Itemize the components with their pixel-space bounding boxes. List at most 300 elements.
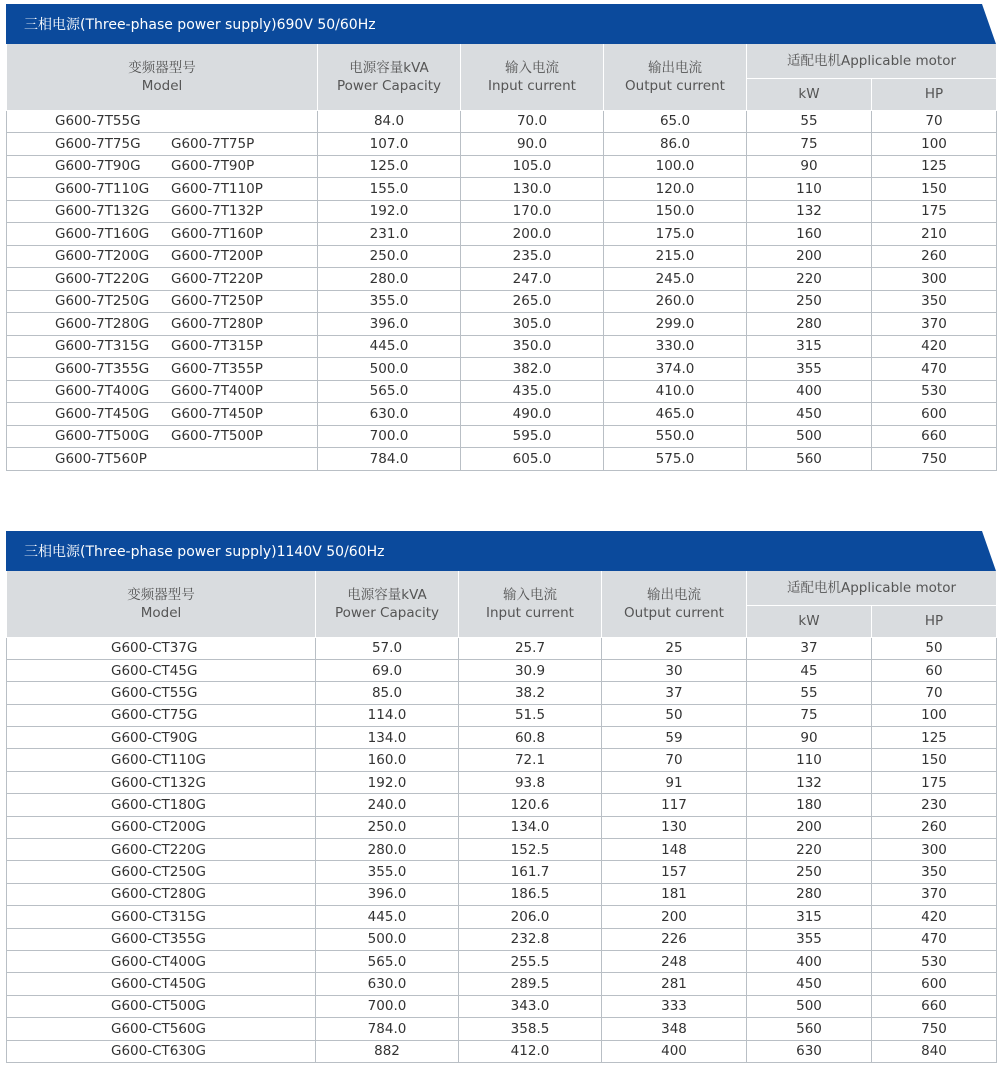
power-capacity-cell: 500.0 xyxy=(316,928,459,950)
table-row xyxy=(7,245,997,268)
output-current-cell: 65.0 xyxy=(604,110,747,133)
model-p: G600-7T75P xyxy=(171,135,255,152)
input-current-cell: 490.0 xyxy=(461,403,604,426)
model-p: G600-7T280P xyxy=(171,315,263,332)
model-g: G600-7T280G xyxy=(55,315,150,332)
model-g: G600-7T450G xyxy=(55,405,150,422)
power-capacity-cell: 107.0 xyxy=(318,133,461,156)
output-current-cell: 400 xyxy=(602,1040,747,1062)
model-g: G600-7T400G xyxy=(55,383,150,400)
input-current-cell: 134.0 xyxy=(459,816,602,838)
header-model: 变频器型号 Model xyxy=(7,44,318,110)
input-current-cell: 25.7 xyxy=(459,637,602,659)
motor-hp-cell: 50 xyxy=(872,637,997,659)
output-current-cell: 70 xyxy=(602,749,747,771)
model-p: G600-7T500P xyxy=(171,428,263,445)
header-input-current: 输入电流 Input current xyxy=(459,571,602,637)
motor-hp-cell: 260 xyxy=(872,816,997,838)
power-capacity-cell: 114.0 xyxy=(316,704,459,726)
model-cell xyxy=(7,290,318,313)
motor-hp-cell: 530 xyxy=(872,950,997,972)
input-current-cell: 247.0 xyxy=(461,268,604,291)
motor-hp-cell: 350 xyxy=(872,290,997,313)
output-current-cell: 465.0 xyxy=(604,403,747,426)
table-row xyxy=(7,861,997,883)
header-applicable-motor: 适配电机Applicable motor xyxy=(747,571,997,605)
model-cell xyxy=(7,133,318,156)
output-current-cell: 59 xyxy=(602,727,747,749)
input-current-cell: 412.0 xyxy=(459,1040,602,1062)
header-power-capacity: 电源容量kVA Power Capacity xyxy=(318,44,461,110)
power-capacity-cell: 445.0 xyxy=(316,906,459,928)
power-capacity-cell: 192.0 xyxy=(316,771,459,793)
motor-hp-cell: 100 xyxy=(872,704,997,726)
input-current-cell: 605.0 xyxy=(461,448,604,471)
motor-hp-cell: 600 xyxy=(872,403,997,426)
table-row xyxy=(7,268,997,291)
table-row xyxy=(7,794,997,816)
table-row xyxy=(7,928,997,950)
model-p: G600-7T132P xyxy=(171,203,263,220)
motor-kw-cell: 560 xyxy=(747,1018,872,1040)
input-current-cell: 72.1 xyxy=(459,749,602,771)
output-current-cell: 117 xyxy=(602,794,747,816)
model-cell xyxy=(7,928,316,950)
model-cell xyxy=(7,155,318,178)
table-row xyxy=(7,358,997,381)
model-g: G600-CT250G xyxy=(111,864,207,881)
model-g: G600-7T55G xyxy=(55,113,141,130)
table-row xyxy=(7,335,997,358)
power-capacity-cell: 155.0 xyxy=(318,178,461,201)
motor-hp-cell: 370 xyxy=(872,313,997,336)
motor-kw-cell: 45 xyxy=(747,659,872,681)
power-capacity-cell: 445.0 xyxy=(318,335,461,358)
motor-hp-cell: 70 xyxy=(872,110,997,133)
model-cell xyxy=(7,335,318,358)
motor-hp-cell: 420 xyxy=(872,335,997,358)
motor-kw-cell: 75 xyxy=(747,704,872,726)
input-current-cell: 265.0 xyxy=(461,290,604,313)
spec-table xyxy=(6,44,997,471)
power-capacity-cell: 396.0 xyxy=(316,883,459,905)
power-capacity-cell: 250.0 xyxy=(318,245,461,268)
input-current-cell: 170.0 xyxy=(461,200,604,223)
input-current-cell: 51.5 xyxy=(459,704,602,726)
model-g: G600-CT55G xyxy=(111,684,198,701)
model-cell xyxy=(7,637,316,659)
header-kw: kW xyxy=(747,78,872,110)
table-row xyxy=(7,771,997,793)
power-capacity-cell: 231.0 xyxy=(318,223,461,246)
table-title-banner xyxy=(6,531,996,571)
model-g: G600-7T90G xyxy=(55,158,141,175)
table-row xyxy=(7,110,997,133)
output-current-cell: 410.0 xyxy=(604,380,747,403)
model-cell xyxy=(7,425,318,448)
motor-kw-cell: 315 xyxy=(747,906,872,928)
model-cell xyxy=(7,313,318,336)
header-hp: HP xyxy=(872,605,997,637)
motor-kw-cell: 500 xyxy=(747,425,872,448)
model-p: G600-7T315P xyxy=(171,338,263,355)
power-capacity-cell: 57.0 xyxy=(316,637,459,659)
input-current-cell: 255.5 xyxy=(459,950,602,972)
header-input-current: 输入电流 Input current xyxy=(461,44,604,110)
motor-kw-cell: 55 xyxy=(747,682,872,704)
power-capacity-cell: 240.0 xyxy=(316,794,459,816)
model-cell xyxy=(7,358,318,381)
model-p: G600-7T250P xyxy=(171,293,263,310)
table-row xyxy=(7,1040,997,1062)
model-cell xyxy=(7,1040,316,1062)
model-cell xyxy=(7,816,316,838)
input-current-cell: 93.8 xyxy=(459,771,602,793)
header-power-capacity: 电源容量kVA Power Capacity xyxy=(316,571,459,637)
model-cell xyxy=(7,403,318,426)
motor-hp-cell: 230 xyxy=(872,794,997,816)
model-p: G600-7T200P xyxy=(171,248,263,265)
input-current-cell: 343.0 xyxy=(459,995,602,1017)
output-current-cell: 215.0 xyxy=(604,245,747,268)
model-p: G600-7T450P xyxy=(171,405,263,422)
model-g: G600-CT45G xyxy=(111,662,198,679)
model-cell xyxy=(7,659,316,681)
model-g: G600-CT37G xyxy=(111,640,198,657)
motor-kw-cell: 400 xyxy=(747,950,872,972)
motor-kw-cell: 110 xyxy=(747,178,872,201)
table-row xyxy=(7,659,997,681)
table-row xyxy=(7,380,997,403)
output-current-cell: 299.0 xyxy=(604,313,747,336)
power-capacity-cell: 84.0 xyxy=(318,110,461,133)
model-cell xyxy=(7,223,318,246)
table-row xyxy=(7,749,997,771)
table-title-banner xyxy=(6,4,996,44)
table-row xyxy=(7,1018,997,1040)
table-title: 三相电源(Three-phase power supply)1140V 50/60Hz xyxy=(24,544,385,560)
motor-hp-cell: 350 xyxy=(872,861,997,883)
model-cell xyxy=(7,448,318,471)
header-output-current: 输出电流 Output current xyxy=(602,571,747,637)
model-p: G600-7T355P xyxy=(171,360,263,377)
header-model: 变频器型号 Model xyxy=(7,571,316,637)
motor-hp-cell: 530 xyxy=(872,380,997,403)
motor-kw-cell: 110 xyxy=(747,749,872,771)
model-cell xyxy=(7,749,316,771)
motor-hp-cell: 300 xyxy=(872,268,997,291)
power-capacity-cell: 630.0 xyxy=(318,403,461,426)
input-current-cell: 70.0 xyxy=(461,110,604,133)
motor-hp-cell: 260 xyxy=(872,245,997,268)
model-g: G600-CT400G xyxy=(111,953,207,970)
power-capacity-cell: 882 xyxy=(316,1040,459,1062)
model-g: G600-7T132G xyxy=(55,203,150,220)
input-current-cell: 232.8 xyxy=(459,928,602,950)
table-row xyxy=(7,704,997,726)
model-g: G600-CT132G xyxy=(111,774,207,791)
motor-hp-cell: 420 xyxy=(872,906,997,928)
model-p: G600-7T400P xyxy=(171,383,263,400)
table-row xyxy=(7,727,997,749)
table-row xyxy=(7,133,997,156)
model-cell xyxy=(7,682,316,704)
model-g: G600-7T315G xyxy=(55,338,150,355)
input-current-cell: 595.0 xyxy=(461,425,604,448)
table-row xyxy=(7,200,997,223)
motor-kw-cell: 55 xyxy=(747,110,872,133)
power-capacity-cell: 134.0 xyxy=(316,727,459,749)
power-capacity-cell: 355.0 xyxy=(318,290,461,313)
output-current-cell: 91 xyxy=(602,771,747,793)
model-cell xyxy=(7,380,318,403)
motor-kw-cell: 200 xyxy=(747,816,872,838)
model-cell xyxy=(7,110,318,133)
motor-kw-cell: 450 xyxy=(747,403,872,426)
motor-kw-cell: 220 xyxy=(747,839,872,861)
motor-hp-cell: 600 xyxy=(872,973,997,995)
model-cell xyxy=(7,973,316,995)
power-capacity-cell: 250.0 xyxy=(316,816,459,838)
input-current-cell: 105.0 xyxy=(461,155,604,178)
model-g: G600-7T160G xyxy=(55,225,150,242)
output-current-cell: 175.0 xyxy=(604,223,747,246)
model-g: G600-CT75G xyxy=(111,707,198,724)
input-current-cell: 186.5 xyxy=(459,883,602,905)
model-cell xyxy=(7,178,318,201)
model-p: G600-7T160P xyxy=(171,225,263,242)
power-capacity-cell: 784.0 xyxy=(316,1018,459,1040)
table-row xyxy=(7,950,997,972)
header-applicable-motor: 适配电机Applicable motor xyxy=(747,44,997,78)
motor-hp-cell: 70 xyxy=(872,682,997,704)
model-g: G600-CT315G xyxy=(111,908,207,925)
model-cell xyxy=(7,771,316,793)
power-capacity-cell: 500.0 xyxy=(318,358,461,381)
motor-kw-cell: 560 xyxy=(747,448,872,471)
table-row xyxy=(7,816,997,838)
output-current-cell: 260.0 xyxy=(604,290,747,313)
model-cell xyxy=(7,839,316,861)
output-current-cell: 150.0 xyxy=(604,200,747,223)
motor-hp-cell: 370 xyxy=(872,883,997,905)
motor-kw-cell: 280 xyxy=(747,313,872,336)
input-current-cell: 235.0 xyxy=(461,245,604,268)
power-capacity-cell: 192.0 xyxy=(318,200,461,223)
output-current-cell: 148 xyxy=(602,839,747,861)
model-g: G600-CT220G xyxy=(111,841,207,858)
power-capacity-cell: 630.0 xyxy=(316,973,459,995)
input-current-cell: 90.0 xyxy=(461,133,604,156)
model-g: G600-CT355G xyxy=(111,931,207,948)
motor-kw-cell: 90 xyxy=(747,727,872,749)
model-g: G600-7T220G xyxy=(55,270,150,287)
model-cell xyxy=(7,200,318,223)
motor-hp-cell: 750 xyxy=(872,448,997,471)
motor-hp-cell: 100 xyxy=(872,133,997,156)
input-current-cell: 120.6 xyxy=(459,794,602,816)
motor-kw-cell: 132 xyxy=(747,200,872,223)
table-row xyxy=(7,403,997,426)
spec-table-1140v xyxy=(6,531,996,1063)
table-row xyxy=(7,155,997,178)
output-current-cell: 50 xyxy=(602,704,747,726)
output-current-cell: 348 xyxy=(602,1018,747,1040)
power-capacity-cell: 280.0 xyxy=(316,839,459,861)
model-cell xyxy=(7,906,316,928)
table-row xyxy=(7,682,997,704)
model-g: G600-CT280G xyxy=(111,886,207,903)
output-current-cell: 37 xyxy=(602,682,747,704)
header-hp: HP xyxy=(872,78,997,110)
model-cell xyxy=(7,861,316,883)
table-row xyxy=(7,637,997,659)
model-cell xyxy=(7,245,318,268)
model-g: G600-CT450G xyxy=(111,976,207,993)
motor-hp-cell: 660 xyxy=(872,995,997,1017)
motor-hp-cell: 300 xyxy=(872,839,997,861)
motor-kw-cell: 180 xyxy=(747,794,872,816)
input-current-cell: 130.0 xyxy=(461,178,604,201)
output-current-cell: 120.0 xyxy=(604,178,747,201)
motor-hp-cell: 470 xyxy=(872,358,997,381)
header-kw: kW xyxy=(747,605,872,637)
model-cell xyxy=(7,704,316,726)
motor-kw-cell: 500 xyxy=(747,995,872,1017)
model-g: G600-CT90G xyxy=(111,729,198,746)
motor-kw-cell: 355 xyxy=(747,358,872,381)
motor-kw-cell: 315 xyxy=(747,335,872,358)
motor-hp-cell: 150 xyxy=(872,178,997,201)
model-g: G600-7T355G xyxy=(55,360,150,377)
model-cell xyxy=(7,995,316,1017)
motor-kw-cell: 75 xyxy=(747,133,872,156)
input-current-cell: 435.0 xyxy=(461,380,604,403)
motor-hp-cell: 660 xyxy=(872,425,997,448)
table-row xyxy=(7,290,997,313)
input-current-cell: 289.5 xyxy=(459,973,602,995)
model-g: G600-7T75G xyxy=(55,135,141,152)
model-g: G600-7T500G xyxy=(55,428,150,445)
header-output-current: 输出电流 Output current xyxy=(604,44,747,110)
output-current-cell: 333 xyxy=(602,995,747,1017)
input-current-cell: 206.0 xyxy=(459,906,602,928)
model-g: G600-CT500G xyxy=(111,998,207,1015)
power-capacity-cell: 565.0 xyxy=(318,380,461,403)
power-capacity-cell: 700.0 xyxy=(316,995,459,1017)
power-capacity-cell: 784.0 xyxy=(318,448,461,471)
output-current-cell: 86.0 xyxy=(604,133,747,156)
motor-hp-cell: 470 xyxy=(872,928,997,950)
power-capacity-cell: 700.0 xyxy=(318,425,461,448)
motor-hp-cell: 150 xyxy=(872,749,997,771)
table-row xyxy=(7,425,997,448)
output-current-cell: 100.0 xyxy=(604,155,747,178)
input-current-cell: 305.0 xyxy=(461,313,604,336)
input-current-cell: 161.7 xyxy=(459,861,602,883)
motor-kw-cell: 280 xyxy=(747,883,872,905)
table-row xyxy=(7,995,997,1017)
input-current-cell: 152.5 xyxy=(459,839,602,861)
table-row xyxy=(7,973,997,995)
power-capacity-cell: 565.0 xyxy=(316,950,459,972)
model-cell xyxy=(7,727,316,749)
output-current-cell: 281 xyxy=(602,973,747,995)
motor-hp-cell: 840 xyxy=(872,1040,997,1062)
motor-kw-cell: 400 xyxy=(747,380,872,403)
input-current-cell: 60.8 xyxy=(459,727,602,749)
table-title: 三相电源(Three-phase power supply)690V 50/60Hz xyxy=(24,17,376,33)
power-capacity-cell: 160.0 xyxy=(316,749,459,771)
spec-table xyxy=(6,571,997,1063)
power-capacity-cell: 69.0 xyxy=(316,659,459,681)
model-g: G600-CT630G xyxy=(111,1043,207,1060)
model-p: G600-7T110P xyxy=(171,180,263,197)
model-p: G600-7T90P xyxy=(171,158,255,175)
motor-kw-cell: 200 xyxy=(747,245,872,268)
motor-hp-cell: 60 xyxy=(872,659,997,681)
output-current-cell: 248 xyxy=(602,950,747,972)
motor-kw-cell: 90 xyxy=(747,155,872,178)
power-capacity-cell: 280.0 xyxy=(318,268,461,291)
power-capacity-cell: 125.0 xyxy=(318,155,461,178)
output-current-cell: 226 xyxy=(602,928,747,950)
model-g: G600-7T110G xyxy=(55,180,150,197)
motor-kw-cell: 160 xyxy=(747,223,872,246)
output-current-cell: 30 xyxy=(602,659,747,681)
motor-kw-cell: 355 xyxy=(747,928,872,950)
input-current-cell: 30.9 xyxy=(459,659,602,681)
input-current-cell: 382.0 xyxy=(461,358,604,381)
output-current-cell: 25 xyxy=(602,637,747,659)
table-row xyxy=(7,313,997,336)
model-cell xyxy=(7,950,316,972)
model-g: G600-7T200G xyxy=(55,248,150,265)
motor-hp-cell: 125 xyxy=(872,727,997,749)
model-g: G600-CT180G xyxy=(111,796,207,813)
power-capacity-cell: 396.0 xyxy=(318,313,461,336)
output-current-cell: 550.0 xyxy=(604,425,747,448)
output-current-cell: 130 xyxy=(602,816,747,838)
model-g: G600-CT560G xyxy=(111,1020,207,1037)
output-current-cell: 181 xyxy=(602,883,747,905)
model-cell xyxy=(7,268,318,291)
model-cell xyxy=(7,883,316,905)
model-p: G600-7T220P xyxy=(171,270,263,287)
input-current-cell: 200.0 xyxy=(461,223,604,246)
output-current-cell: 200 xyxy=(602,906,747,928)
model-g: G600-7T250G xyxy=(55,293,150,310)
spec-table-690v xyxy=(6,4,996,471)
motor-kw-cell: 132 xyxy=(747,771,872,793)
motor-kw-cell: 250 xyxy=(747,861,872,883)
model-g: G600-7T560P xyxy=(55,450,147,467)
output-current-cell: 575.0 xyxy=(604,448,747,471)
output-current-cell: 245.0 xyxy=(604,268,747,291)
model-cell xyxy=(7,1018,316,1040)
motor-hp-cell: 125 xyxy=(872,155,997,178)
power-capacity-cell: 355.0 xyxy=(316,861,459,883)
motor-hp-cell: 175 xyxy=(872,771,997,793)
table-row xyxy=(7,223,997,246)
model-cell xyxy=(7,794,316,816)
motor-kw-cell: 630 xyxy=(747,1040,872,1062)
input-current-cell: 350.0 xyxy=(461,335,604,358)
motor-kw-cell: 37 xyxy=(747,637,872,659)
output-current-cell: 330.0 xyxy=(604,335,747,358)
output-current-cell: 157 xyxy=(602,861,747,883)
motor-kw-cell: 450 xyxy=(747,973,872,995)
